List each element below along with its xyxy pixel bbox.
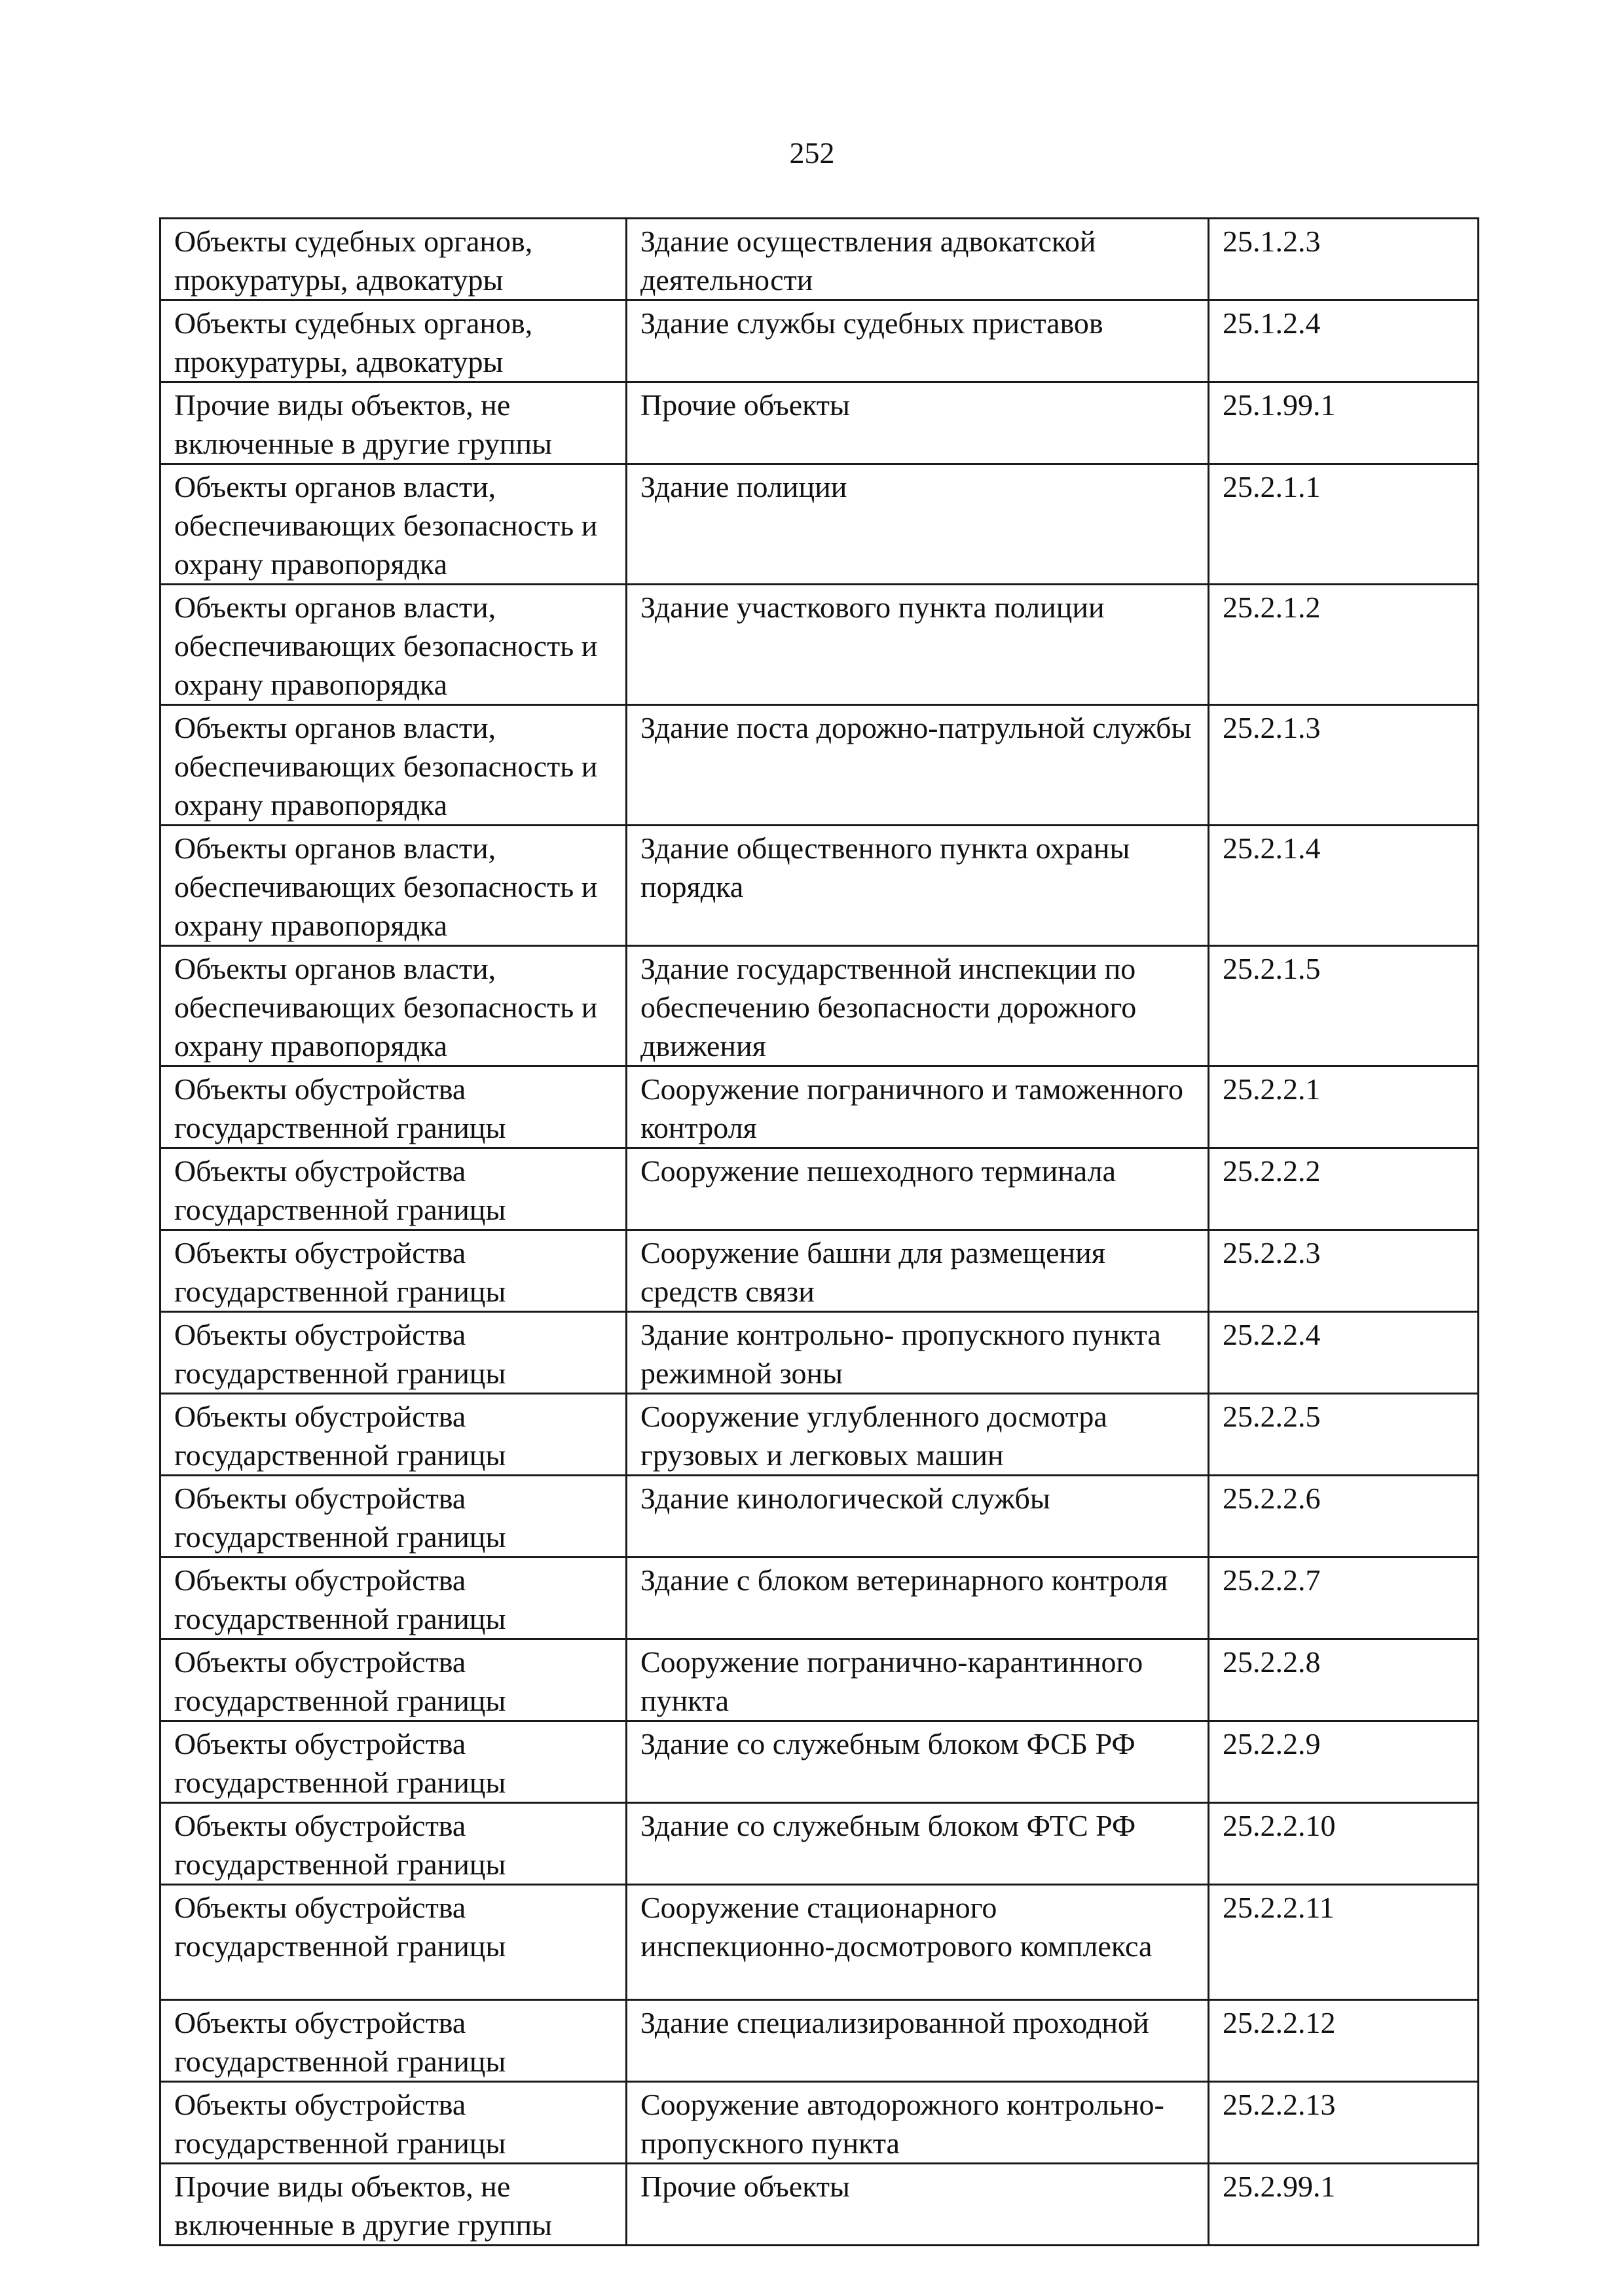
object-name-cell: Сооружение стационарного инспекционно-досмотрового комплекса bbox=[627, 1885, 1209, 2000]
category-cell: Объекты обустройства государственной границы bbox=[160, 1230, 627, 1312]
code-cell: 25.2.2.12 bbox=[1209, 2000, 1479, 2082]
object-name-cell: Здание специализированной проходной bbox=[627, 2000, 1209, 2082]
table-row bbox=[160, 1312, 1479, 1394]
table-row bbox=[160, 1885, 1479, 2000]
object-name-cell: Сооружение углубленного досмотра грузовых и легковых машин bbox=[627, 1394, 1209, 1476]
table-row bbox=[160, 946, 1479, 1066]
category-cell: Прочие виды объектов, не включенные в другие группы bbox=[160, 2164, 627, 2246]
category-cell: Объекты органов власти, обеспечивающих безопасность и охрану правопорядка bbox=[160, 705, 627, 826]
object-name-cell: Здание осуществления адвокатской деятельности bbox=[627, 219, 1209, 301]
page-number: 252 bbox=[789, 136, 835, 170]
table-row bbox=[160, 1639, 1479, 1721]
object-name-cell: Здание со служебным блоком ФТС РФ bbox=[627, 1803, 1209, 1885]
object-name-cell: Здание контрольно- пропускного пункта режимной зоны bbox=[627, 1312, 1209, 1394]
code-cell: 25.2.2.11 bbox=[1209, 1885, 1479, 2000]
code-cell: 25.2.2.10 bbox=[1209, 1803, 1479, 1885]
code-cell: 25.2.2.5 bbox=[1209, 1394, 1479, 1476]
category-cell: Объекты обустройства государственной границы bbox=[160, 1639, 627, 1721]
table-row bbox=[160, 382, 1479, 464]
code-cell: 25.2.2.7 bbox=[1209, 1558, 1479, 1639]
object-name-cell: Сооружение башни для размещения средств связи bbox=[627, 1230, 1209, 1312]
table-row bbox=[160, 1230, 1479, 1312]
table-row bbox=[160, 464, 1479, 585]
object-name-cell: Сооружение пограничного и таможенного контроля bbox=[627, 1066, 1209, 1148]
code-cell: 25.2.1.4 bbox=[1209, 826, 1479, 946]
table-row bbox=[160, 2000, 1479, 2082]
table-row bbox=[160, 1476, 1479, 1558]
table-row bbox=[160, 1803, 1479, 1885]
object-name-cell: Прочие объекты bbox=[627, 382, 1209, 464]
object-name-cell: Здание общественного пункта охраны порядка bbox=[627, 826, 1209, 946]
category-cell: Объекты обустройства государственной границы bbox=[160, 2082, 627, 2164]
category-cell: Объекты органов власти, обеспечивающих безопасность и охрану правопорядка bbox=[160, 464, 627, 585]
object-name-cell: Здание с блоком ветеринарного контроля bbox=[627, 1558, 1209, 1639]
code-cell: 25.2.2.4 bbox=[1209, 1312, 1479, 1394]
code-cell: 25.2.2.1 bbox=[1209, 1066, 1479, 1148]
registry-table-body bbox=[160, 219, 1479, 2246]
code-cell: 25.2.99.1 bbox=[1209, 2164, 1479, 2246]
table-row bbox=[160, 2082, 1479, 2164]
table-row bbox=[160, 1721, 1479, 1803]
category-cell: Объекты органов власти, обеспечивающих безопасность и охрану правопорядка bbox=[160, 946, 627, 1066]
category-cell: Объекты обустройства государственной границы bbox=[160, 1394, 627, 1476]
object-name-cell: Здание поста дорожно-патрульной службы bbox=[627, 705, 1209, 826]
category-cell: Объекты обустройства государственной границы bbox=[160, 1558, 627, 1639]
code-cell: 25.2.2.8 bbox=[1209, 1639, 1479, 1721]
table-row bbox=[160, 1394, 1479, 1476]
code-cell: 25.2.1.5 bbox=[1209, 946, 1479, 1066]
object-name-cell: Здание кинологической службы bbox=[627, 1476, 1209, 1558]
table-row bbox=[160, 2164, 1479, 2246]
category-cell: Объекты обустройства государственной границы bbox=[160, 1066, 627, 1148]
object-name-cell: Сооружение погранично-карантинного пункта bbox=[627, 1639, 1209, 1721]
category-cell: Объекты обустройства государственной границы bbox=[160, 1476, 627, 1558]
category-cell: Прочие виды объектов, не включенные в другие группы bbox=[160, 382, 627, 464]
object-name-cell: Здание участкового пункта полиции bbox=[627, 585, 1209, 705]
table-row bbox=[160, 1148, 1479, 1230]
table-row bbox=[160, 1066, 1479, 1148]
table-row bbox=[160, 219, 1479, 301]
category-cell: Объекты обустройства государственной границы bbox=[160, 1721, 627, 1803]
code-cell: 25.2.1.2 bbox=[1209, 585, 1479, 705]
table-row bbox=[160, 585, 1479, 705]
object-name-cell: Сооружение пешеходного терминала bbox=[627, 1148, 1209, 1230]
category-cell: Объекты судебных органов, прокуратуры, адвокатуры bbox=[160, 301, 627, 382]
code-cell: 25.2.2.9 bbox=[1209, 1721, 1479, 1803]
table-row bbox=[160, 1558, 1479, 1639]
object-name-cell: Сооружение автодорожного контрольно-пропускного пункта bbox=[627, 2082, 1209, 2164]
code-cell: 25.2.2.2 bbox=[1209, 1148, 1479, 1230]
object-name-cell: Здание службы судебных приставов bbox=[627, 301, 1209, 382]
table-row bbox=[160, 705, 1479, 826]
code-cell: 25.2.2.3 bbox=[1209, 1230, 1479, 1312]
category-cell: Объекты обустройства государственной границы bbox=[160, 1803, 627, 1885]
table-row bbox=[160, 301, 1479, 382]
registry-table bbox=[159, 217, 1479, 2246]
category-cell: Объекты органов власти, обеспечивающих безопасность и охрану правопорядка bbox=[160, 826, 627, 946]
code-cell: 25.1.2.4 bbox=[1209, 301, 1479, 382]
object-name-cell: Здание полиции bbox=[627, 464, 1209, 585]
category-cell: Объекты обустройства государственной границы bbox=[160, 1885, 627, 2000]
code-cell: 25.1.99.1 bbox=[1209, 382, 1479, 464]
object-name-cell: Здание государственной инспекции по обеспечению безопасности дорожного движения bbox=[627, 946, 1209, 1066]
category-cell: Объекты обустройства государственной границы bbox=[160, 1312, 627, 1394]
category-cell: Объекты органов власти, обеспечивающих безопасность и охрану правопорядка bbox=[160, 585, 627, 705]
code-cell: 25.2.2.6 bbox=[1209, 1476, 1479, 1558]
code-cell: 25.2.2.13 bbox=[1209, 2082, 1479, 2164]
category-cell: Объекты судебных органов, прокуратуры, адвокатуры bbox=[160, 219, 627, 301]
table-row bbox=[160, 826, 1479, 946]
category-cell: Объекты обустройства государственной границы bbox=[160, 1148, 627, 1230]
code-cell: 25.2.1.1 bbox=[1209, 464, 1479, 585]
object-name-cell: Прочие объекты bbox=[627, 2164, 1209, 2246]
code-cell: 25.1.2.3 bbox=[1209, 219, 1479, 301]
code-cell: 25.2.1.3 bbox=[1209, 705, 1479, 826]
object-name-cell: Здание со служебным блоком ФСБ РФ bbox=[627, 1721, 1209, 1803]
category-cell: Объекты обустройства государственной границы bbox=[160, 2000, 627, 2082]
